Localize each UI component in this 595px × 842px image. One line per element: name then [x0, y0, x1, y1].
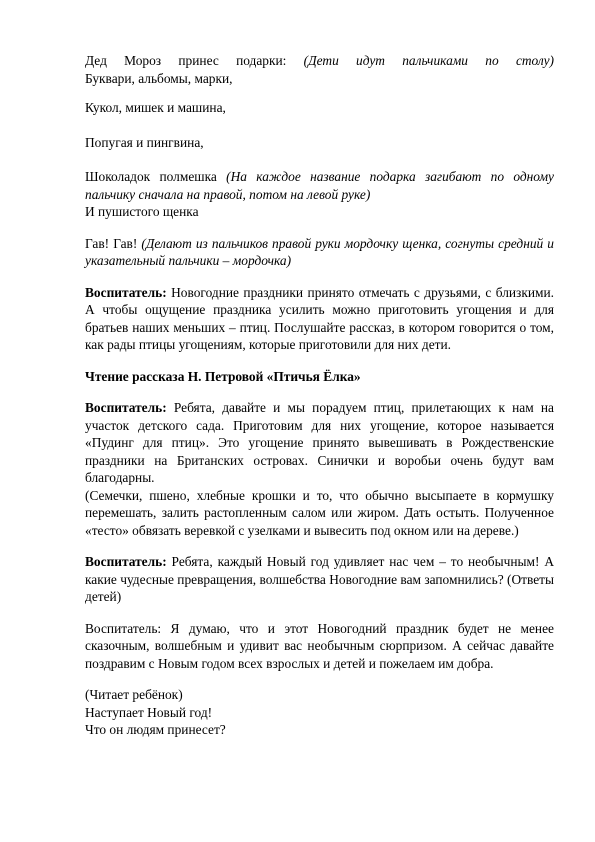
poem-line-6: И пушистого щенка	[85, 204, 199, 219]
poem-text: Гав! Гав!	[85, 235, 138, 251]
poem-text: Дед Мороз принес подарки:	[85, 53, 287, 68]
document-body	[85, 52, 554, 739]
poem-line-2: Буквари, альбомы, марки,	[85, 70, 233, 86]
final-line-1: (Читает ребёнок)	[85, 687, 183, 702]
paragraph-text: Ребята, давайте и мы порадуем птиц, прилетающих к нам на участок детского сада. Приготовим для них угощение, которое называется «Пудинг для птиц». Это угощение принято вывешивать в Рождественские праздники на Британских островах. Синички и воробьи очень будут вам благодарны.	[85, 400, 554, 485]
poem-line-5	[85, 168, 554, 203]
paragraph-text: Ребята, каждый Новый год удивляет нас чем – то необычным! А какие чудесные превращения, волшебства Новогодние вам запомнились? (Ответы детей)	[85, 554, 555, 604]
final-line-2: Наступает Новый год!	[85, 704, 213, 720]
section-heading	[85, 368, 554, 386]
stage-direction: (Делают из пальчиков правой руки мордочку щенка, согнуты средний и указательный пальчики – мордочка)	[85, 235, 554, 268]
paragraph-teacher-1	[85, 284, 554, 354]
final-line-3: Что он людям принесет?	[85, 722, 226, 737]
poem-text: Шоколадок полмешка	[85, 169, 217, 184]
recipe-note: (Семечки, пшено, хлебные крошки и то, что обычно высыпаете в кормушку перемешать, залить растопленным салом или жиром. Дать остыть. Полученное «тесто» обвязать веревкой с узелками и вывесить под окном или на дереве.)	[85, 487, 554, 538]
speaker-label: Воспитатель:	[85, 284, 167, 300]
stage-direction: (Дети идут пальчиками по столу)	[303, 53, 554, 68]
poem-line-3: Кукол, мишек и машина,	[85, 100, 226, 115]
paragraph-teacher-3	[85, 553, 554, 606]
stage-direction: (На каждое название подарка загибают по одному пальчику сначала на правой, потом на левой руке)	[85, 169, 554, 202]
speaker-label: Воспитатель:	[85, 554, 167, 569]
heading-text: Чтение рассказа Н. Петровой «Птичья Ёлка»	[85, 368, 361, 384]
paragraph-text: Новогодние праздники принято отмечать с друзьями, с близкими. А чтобы ощущение праздника усилить можно приготовить угощения и для братьев наших меньших – птиц. Послушайте рассказ, в котором говорится о том, как рады птицы угощениям, которые приготовили для них дети.	[85, 284, 554, 352]
paragraph-teacher-4: Воспитатель: Я думаю, что и этот Новогодний праздник будет не менее сказочным, волшебным и удивит вас необычным сюрпризом. А сейчас давайте поздравим с Новым годом всех взрослых и детей и пожелаем им добра.	[85, 620, 554, 671]
poem-line-1	[85, 52, 554, 70]
paragraph-teacher-2	[85, 399, 554, 487]
poem-line-7	[85, 235, 554, 270]
poem-line-4: Попугая и пингвина,	[85, 134, 204, 150]
speaker-label: Воспитатель:	[85, 400, 167, 415]
